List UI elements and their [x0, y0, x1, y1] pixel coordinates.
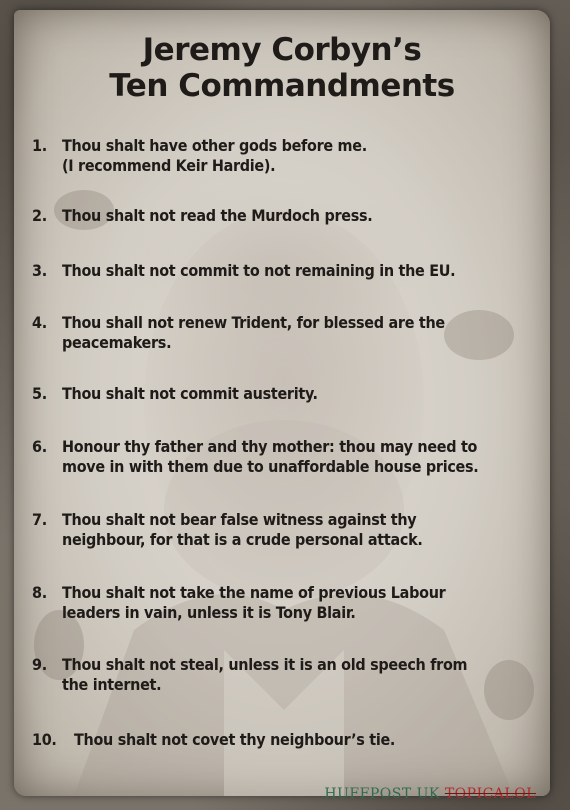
page-title [14, 32, 550, 104]
title-line-1: Jeremy Corbyn’s [142, 32, 422, 68]
commandment-item [32, 384, 542, 404]
commandment-number: 8. [32, 583, 47, 602]
commandment-item [32, 206, 542, 226]
commandment-number: 1. [32, 136, 47, 155]
commandment-text: Thou shalt have other gods before me. (I recommend Keir Hardie). [62, 136, 367, 175]
commandment-item [32, 730, 542, 750]
brand-watermark [324, 786, 536, 802]
commandment-number: 5. [32, 384, 47, 403]
commandment-text: Thou shalt not read the Murdoch press. [62, 206, 373, 225]
commandment-item [32, 261, 542, 281]
commandment-item [32, 510, 542, 550]
commandment-text: Thou shalt not commit austerity. [62, 384, 318, 403]
watermark-brand: HUFFPOST UK [324, 786, 440, 802]
commandment-number: 10. [32, 730, 57, 749]
commandment-number: 2. [32, 206, 47, 225]
commandment-text: Thou shalt not take the name of previous Labour leaders in vain, unless it is Tony Blair. [62, 583, 446, 622]
commandment-number: 4. [32, 313, 47, 332]
parchment-page [14, 10, 550, 796]
commandment-number: 3. [32, 261, 47, 280]
commandment-item [32, 437, 542, 477]
commandment-text: Honour thy father and thy mother: thou may need to move in with them due to unaffordable house prices. [62, 437, 479, 476]
commandment-item [32, 583, 542, 623]
commandment-text: Thou shall not renew Trident, for blessed are the peacemakers. [62, 313, 445, 352]
commandment-text: Thou shalt not bear false witness against thy neighbour, for that is a crude personal attack. [62, 510, 423, 549]
title-line-2: Ten Commandments [109, 68, 455, 104]
commandment-number: 7. [32, 510, 47, 529]
commandment-text: Thou shalt not steal, unless it is an old speech from the internet. [62, 655, 468, 694]
commandment-number: 6. [32, 437, 47, 456]
commandment-text: Thou shalt not commit to not remaining in the EU. [62, 261, 456, 280]
watermark-section: TOPICALOL [444, 786, 536, 802]
commandment-text: Thou shalt not covet thy neighbour’s tie. [74, 730, 396, 749]
commandment-item [32, 313, 542, 353]
commandment-item [32, 655, 542, 695]
commandment-number: 9. [32, 655, 47, 674]
commandment-item [32, 136, 542, 176]
